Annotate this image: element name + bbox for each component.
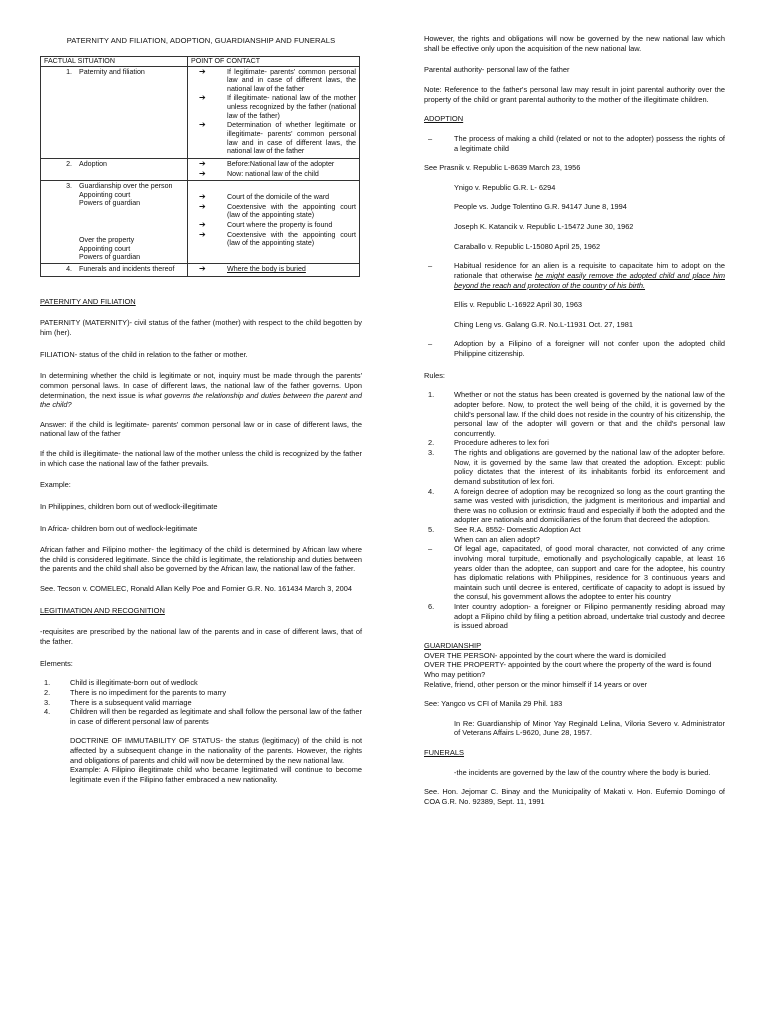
paragraph: However, the rights and obligations will now be governed by the new national law which shall be effective only upon the acquisition of the new national law. bbox=[424, 34, 725, 53]
list-item: – Habitual residence for an alien is a requisite to capacitate him to adopt on the rationale that otherwise he might easily remove the adopted child and place him beyond the reach and protection of the country of his birth. bbox=[428, 261, 725, 290]
paragraph: Note: Reference to the father's personal law may result in joint parental authority over the property of the child or grant parental authority to the mother of the illegitimate children. bbox=[424, 84, 725, 104]
paragraph: In Re: Guardianship of Minor Yay Reginald Lelina, Viloria Severo v. Administrator of Veterans Affairs L-9620, June 28, 1957. bbox=[454, 718, 725, 738]
list-item: 1. Child is illegitimate-born out of wedlock bbox=[44, 678, 198, 688]
heading-legitimation: LEGITIMATION AND RECOGNITION bbox=[40, 605, 165, 615]
list-item: 4. Children will then be regarded as legitimate and shall follow the personal law of the father in case of different personal law of parents bbox=[44, 707, 362, 726]
table-row: 2. Adoption ➔ Before:National law of the adopter ➔ Now: national law of the child bbox=[41, 158, 360, 180]
list-item: 2. There is no impediment for the parents to marry bbox=[44, 687, 227, 697]
list-item: 3. There is a subsequent valid marriage bbox=[44, 697, 192, 707]
header-point-of-contact: POINT OF CONTACT bbox=[188, 56, 360, 66]
paragraph: Elements: bbox=[40, 658, 73, 668]
paragraph: See. Hon. Jejomar C. Binay and the Municipality of Makati v. Hon. Eufemio Domingo of COA G.R. No. 92389, Sept. 11, 1991 bbox=[424, 787, 725, 806]
list-item: 1. Whether or not the status has been created is governed by the national law of the adopter before. Now, to protect the well being of the child, it is governed by the child's personal law. If the child does not reside in the country of his citizenship, the personal law of the adopter will govern or that and the child's personal law concurrently. bbox=[428, 390, 725, 438]
arrow-icon: ➔ bbox=[199, 192, 206, 202]
arrow-icon: ➔ bbox=[199, 201, 206, 211]
paragraph: OVER THE PROPERTY- appointed by the court where the property of the ward is found bbox=[424, 660, 712, 670]
rules-label: Rules: bbox=[424, 370, 445, 380]
paragraph: If the child is illegitimate- the national law of the mother unless the child is recognized by the father in which case the national law of the father prevails. bbox=[40, 449, 362, 468]
arrow-icon: ➔ bbox=[199, 158, 206, 168]
list-item: 6. Inter country adoption- a foreigner or Filipino permanently residing abroad may adopt a Filipino child by filing a petition abroad, undertake trial custody and decree is issued abroad bbox=[428, 602, 725, 631]
arrow-icon: ➔ bbox=[199, 66, 206, 76]
list-item: 3. The rights and obligations are governed by the national law of the adopter before. Now, it is governed by the same law that created the adoption. Except: public policy dictates that the interest of its inhabitants forbid its enforcement and demand substitution of lex fori. bbox=[428, 448, 725, 486]
paragraph: -the incidents are governed by the law of the country where the body is buried. bbox=[454, 767, 711, 777]
arrow-icon: ➔ bbox=[199, 93, 206, 103]
heading-funerals: FUNERALS bbox=[424, 748, 465, 757]
table-row: 3. Guardianship over the person Appointing court Powers of guardian Over the property Appointing court Powers of guardian ➔ Court of the domicile of the ward ➔ Coextensive with the appointing court (law of the appointing state) ➔ Court where the property is found ➔ Coextensive with the appointing court (law of the appointing state) bbox=[41, 181, 360, 264]
paragraph: Relative, friend, other person or the minor himself if 14 years or over bbox=[424, 679, 648, 689]
arrow-icon: ➔ bbox=[199, 120, 206, 130]
heading-paternity: PATERNITY AND FILIATION bbox=[40, 296, 136, 306]
list-item: – The process of making a child (related or not to the adopter) possess the rights of a legitimate child bbox=[428, 133, 725, 153]
table-row: 1. Paternity and filiation ➔ If legitimate- parents' common personal law and in case of different laws, the national law of the father ➔ If illegitimate- national law of the mother unless recognized by the father (national law of the father) ➔ Determination of whether legitimate or illegitimate- parents' common personal law and in case of different laws, the national law of the father bbox=[41, 66, 360, 158]
paragraph: Example: bbox=[40, 480, 71, 490]
arrow-icon: ➔ bbox=[199, 168, 206, 178]
paragraph: Example: A Filipino illegitimate child who became legitimated will continue to become legitimate even if the Filipino father embraced a new nationality. bbox=[70, 765, 362, 784]
case-citation: People vs. Judge Tolentino G.R. 94147 June 8, 1994 bbox=[454, 202, 627, 212]
case-citation: Joseph K. Katancik v. Republic L-15472 June 30, 1962 bbox=[454, 222, 634, 231]
list-item: – Of legal age, capacitated, of good moral character, not convicted of any crime involving moral turpitude, emotionally and psychologically capable, at least 16 years older than the adoptee, can support and care for the adoptee, his country has diplomatic relations with Philippines, residence for 3 continuous years and maintain such until decree is entered, certificate of capacity to adopt is issued by the consul, his government allows the adoptee to enter his country bbox=[428, 544, 725, 602]
paragraph: DOCTRINE OF IMMUTABILITY OF STATUS- the status (legitimacy) of the child is not affected by a subsequent change in the nationality of the parents. However, the rights and obligations of parents and child will now be determined by the new national law. bbox=[70, 736, 362, 765]
paragraph: PATERNITY (MATERNITY)- civil status of the father (mother) with respect to the child begotten by him (her). bbox=[40, 318, 362, 338]
factual-situation-table bbox=[40, 56, 360, 277]
list-item: 2. Procedure adheres to lex fori bbox=[428, 438, 549, 448]
arrow-icon: ➔ bbox=[199, 264, 206, 274]
paragraph: Who may petition? bbox=[424, 669, 486, 679]
table-row: 4. Funerals and incidents thereof ➔ Where the body is buried bbox=[41, 264, 360, 277]
arrow-icon: ➔ bbox=[199, 220, 206, 230]
list-item: 5. See R.A. 8552- Domestic Adoption Act bbox=[428, 525, 581, 534]
paragraph: In Africa- children born out of wedlock-legitimate bbox=[40, 523, 198, 533]
paragraph: Answer: if the child is legitimate- parents' common personal law or in case of different laws, the national law of the father bbox=[40, 419, 362, 439]
case-citation: Ching Leng vs. Galang G.R. No.L-11931 Oct. 27, 1981 bbox=[454, 319, 633, 329]
paragraph: See Prasnik v. Republic L-8639 March 23, 1956 bbox=[424, 163, 581, 173]
heading-guardianship: GUARDIANSHIP bbox=[424, 640, 482, 650]
paragraph: In determining whether the child is legitimate or not, inquiry must be made through the parents' common personal laws. In case of different laws, the national law of the father governs. Upon determination, the next issue is what governs the relationship and duties between the parent and the child? bbox=[40, 371, 363, 410]
page-title: PATERNITY AND FILIATION, ADOPTION, GUARDIANSHIP AND FUNERALS bbox=[66, 36, 336, 45]
case-citation: Ynigo v. Republic G.R. L- 6294 bbox=[454, 182, 556, 192]
case-citation: Caraballo v. Republic L-15080 April 25, 1962 bbox=[454, 241, 601, 251]
list-item: – Adoption by a Filipino of a foreigner will not confer upon the adopted child Philippine citizenship. bbox=[428, 339, 725, 358]
paragraph: OVER THE PERSON- appointed by the court where the ward is domiciled bbox=[424, 650, 666, 660]
list-item: 4. A foreign decree of adoption may be recognized so long as the court granting the same was vested with jurisdiction, the judgment is meritorious and impartial and there was no collusion or extrinsic fraud and especially if both the adopted and the adopter are nationals and domiciliaries of the forum that decreed the adoption. bbox=[428, 486, 725, 525]
case-citation: Ellis v. Republic L-16922 April 30, 1963 bbox=[454, 300, 583, 310]
paragraph: -requisites are prescribed by the national law of the parents and in case of different laws, that of the father. bbox=[40, 627, 362, 647]
header-factual-situation: FACTUAL SITUATION bbox=[41, 56, 188, 66]
paragraph: See. Tecson v. COMELEC, Ronald Allan Kelly Poe and Fornier G.R. No. 161434 March 3, 2004 bbox=[40, 584, 352, 594]
paragraph: FILIATION- status of the child in relation to the father or mother. bbox=[40, 349, 248, 359]
paragraph: Parental authority- personal law of the father bbox=[424, 65, 570, 75]
left-column bbox=[40, 0, 362, 785]
paragraph: In Philippines, children born out of wedlock-illegitimate bbox=[40, 501, 218, 511]
heading-adoption: ADOPTION bbox=[424, 114, 464, 124]
paragraph: African father and Filipino mother- the legitimacy of the child is determined by African law where the child is considered legitimate. Since the child is legitimate, the relationship and duties between the parents and the child shall also be governed by the African law, the national law of the father. bbox=[40, 545, 362, 574]
paragraph: See: Yangco vs CFI of Manila 29 Phil. 183 bbox=[424, 699, 563, 709]
arrow-icon: ➔ bbox=[199, 229, 206, 239]
right-column bbox=[424, 0, 725, 807]
paragraph: When can an alien adopt? bbox=[454, 534, 540, 544]
